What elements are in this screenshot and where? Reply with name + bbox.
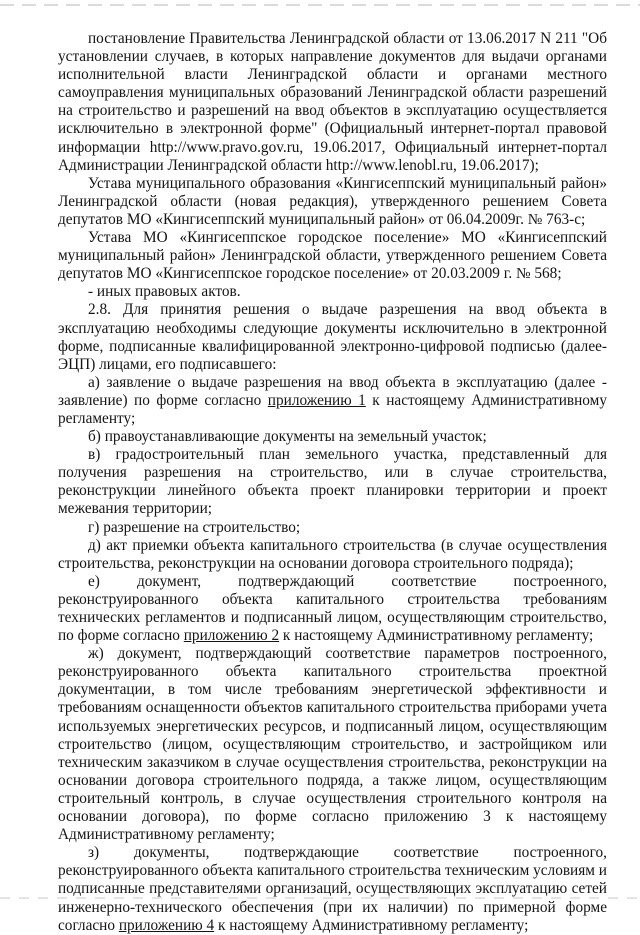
text-span: Устава МО «Кингисеппское городское поселение» МО «Кингисеппский муниципальный район» Ленинградской области, утвержденного решением Совета депутатов МО «Кингисеппское городское поселение» от 20.03.2009 г. № 568;: [58, 229, 607, 283]
list-item-zh: [58, 645, 607, 844]
text-span: з) документы, подтверждающие соответствие построенного, реконструированного объекта капитального строительства техническим условиям и подписанные представителями организаций, осуществляющих эксплуатацию сетей инженерно-технического обеспечения (при их наличии) по примерной форме согласно: [58, 844, 607, 934]
text-span: в) градостроительный план земельного участка, представленный для получения разрешения на строительство, или в случае строительства, реконструкции линейного объекта проект планировки территории и проект межевания территории;: [58, 446, 607, 518]
text-span: а) заявление о выдаче разрешения на ввод объекта в эксплуатацию (далее - заявление) по форме согласно: [58, 373, 607, 409]
list-item-b: [58, 428, 607, 446]
scan-edge-bottom: [0, 897, 640, 899]
appendix-4-link[interactable]: приложению 4: [118, 916, 215, 934]
text-span: 2.8. Для принятия решения о выдаче разрешения на ввод объекта в эксплуатацию необходимы следующие документы исключительно в электронной форме, подписанные квалифицированной электронно-цифровой подписью (далее-ЭЦП) лицами, его подписавшего:: [58, 301, 607, 373]
list-item-a: [58, 374, 607, 428]
list-item-z: [58, 844, 607, 934]
scan-edge-top: [0, 4, 640, 6]
text-span: д) акт приемки объекта капитального строительства (в случае осуществления строительства, реконструкции на основании договора строительного подряда);: [58, 536, 607, 572]
text-span: е) документ, подтверждающий соответствие построенного, реконструированного объекта капитального строительства требованиям технических регламентов и подписанный лицом, осуществляющим строительство, по форме согласно: [58, 572, 607, 645]
paragraph-charter-district: [58, 175, 607, 229]
list-item-v: [58, 446, 607, 518]
text-span: к настоящему Административному регламенту;: [214, 916, 529, 934]
paragraph-regulation-211: [58, 30, 607, 175]
text-span: постановление Правительства Ленинградской области от 13.06.2017 N 211 "Об установлении случаев, в которых направление документов для выдачи органами исполнительной власти Ленинградской области и органами местного самоуправления муниципальных образований Ленинградской области разрешений на строительство и разрешений на ввод объектов в эксплуатацию осуществляется исключительно в электронной форме" (Официальный интернет-портал правовой информации http://www.pravo.gov.ru, 19.06.2017, Официальный интернет-портал Администрации Ленинградской области http://www.lenobl.ru, 19.06.2017);: [58, 30, 607, 174]
list-item-d: [58, 537, 607, 573]
text-span: Устава муниципального образования «Кингисеппский муниципальный район» Ленинградской области (новая редакция), утвержденного решением Совета депутатов МО «Кингисеппский муниципальный район» от 06.04.2009г. № 763-с;: [58, 174, 607, 228]
text-span: ж) документ, подтверждающий соответствие параметров построенного, реконструированного объекта капитального строительства проектной документации, в том числе требованиям энергетической эффективности и требованиям оснащенности объектов капитального строительства приборами учета используемых энергетических ресурсов, и подписанный лицом, осуществляющим строительство (лицом, осуществляющим строительство, и застройщиком или техническим заказчиком в случае осуществления строительства, реконструкции на основании договора строительного подряда, а также лицом, осуществляющим строительный контроль, в случае осуществления строительного контроля на основании договора), по форме согласно приложению 3 к настоящему Административному регламенту;: [58, 645, 607, 844]
list-item-e: [58, 573, 607, 645]
text-span: к настоящему Административному регламенту;: [279, 627, 594, 645]
appendix-2-link[interactable]: приложению 2: [183, 627, 280, 645]
paragraph-charter-settlement: [58, 229, 607, 283]
paragraph-other-acts: [58, 283, 607, 301]
paragraph-section-2-8: [58, 301, 607, 373]
text-span: - иных правовых актов.: [88, 283, 241, 301]
text-span: к настоящему Административному регламенту;: [58, 391, 607, 427]
list-item-g: [58, 519, 607, 537]
text-span: б) правоустанавливающие документы на земельный участок;: [88, 428, 487, 446]
text-span: г) разрешение на строительство;: [88, 518, 301, 536]
appendix-1-link[interactable]: приложению 1: [267, 391, 366, 409]
